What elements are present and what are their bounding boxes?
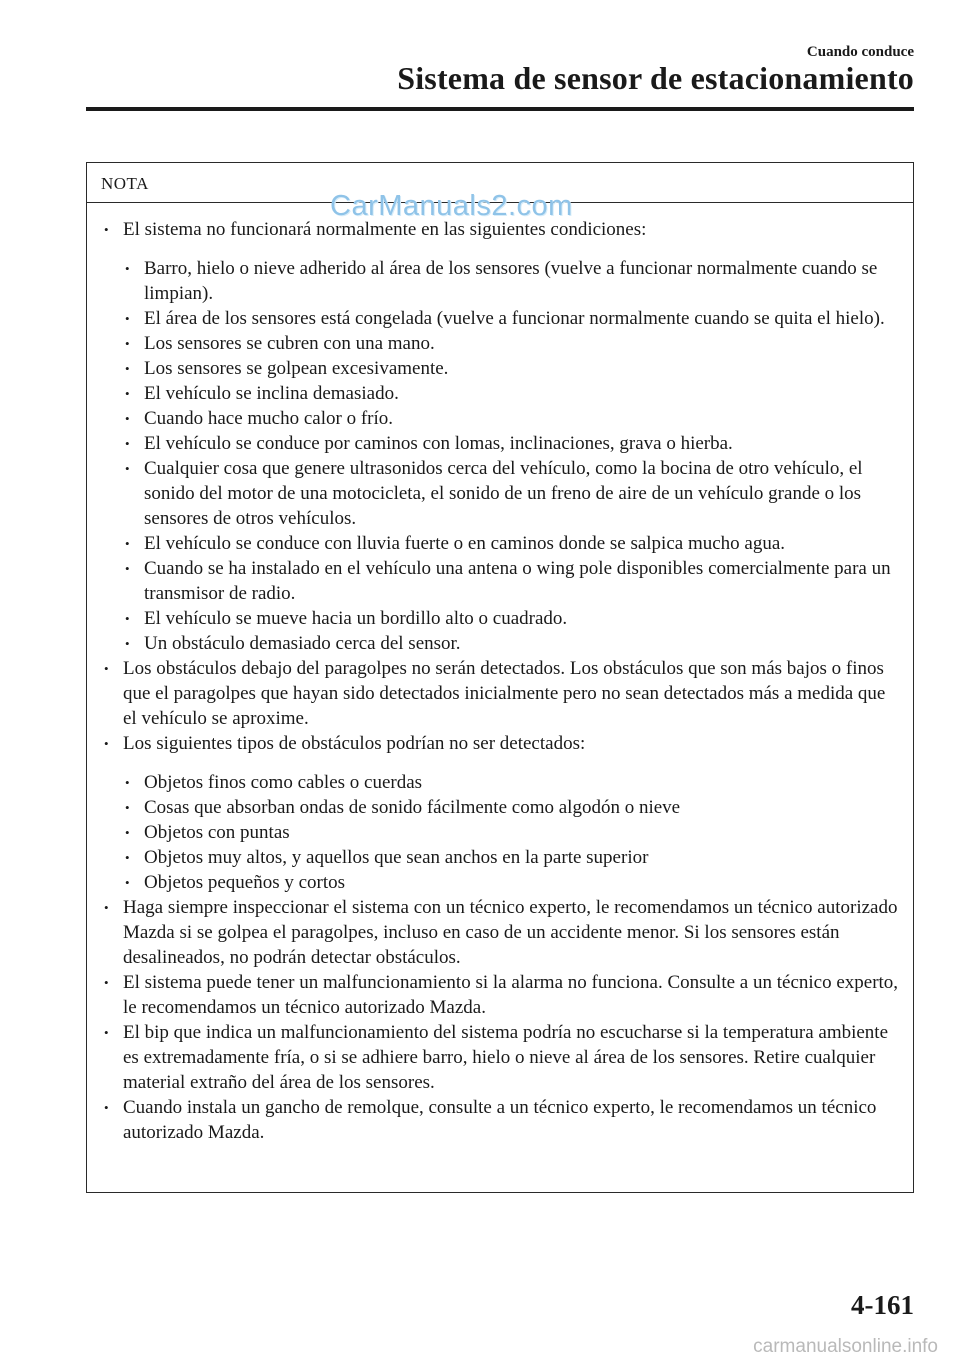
footer-site-link[interactable]: carmanualsonline.info xyxy=(753,1336,938,1357)
list-item: • Objetos finos como cables o cuerdas xyxy=(103,770,903,795)
list-item: • Cuando instala un gancho de remolque, consulte a un técnico experto, le recomendamos un técnico autorizado Mazda. xyxy=(103,1095,903,1145)
list-item: • El bip que indica un malfuncionamiento del sistema podría no escucharse si la temperatura ambiente es extremadamente fría, o si se adhiere barro, hielo o nieve al área de los sensores. Retire cualquier material extraño del área de los sensores. xyxy=(103,1020,903,1095)
list-item: • Los siguientes tipos de obstáculos podrían no ser detectados: xyxy=(103,731,903,756)
list-item: • Objetos pequeños y cortos xyxy=(103,870,903,895)
list-item: • El sistema no funcionará normalmente en las siguientes condiciones: xyxy=(103,217,903,242)
list-item: • Haga siempre inspeccionar el sistema con un técnico experto, le recomendamos un técnico autorizado Mazda si se golpea el paragolpes, incluso en caso de un accidente menor. Si los sensores están desalineados, no podrán detectar obstáculos. xyxy=(103,895,903,970)
list-item: • Objetos con puntas xyxy=(103,820,903,845)
list-item: • El vehículo se mueve hacia un bordillo alto o cuadrado. xyxy=(103,606,903,631)
header-section: Cuando conduce xyxy=(806,44,914,60)
list-item: • Cualquier cosa que genere ultrasonidos cerca del vehículo, como la bocina de otro vehículo, el sonido del motor de una motocicleta, el sonido de un freno de aire de un vehículo grande o los sensores de otros vehículos. xyxy=(103,456,903,531)
note-label: NOTA xyxy=(87,163,913,203)
list-item: • El vehículo se inclina demasiado. xyxy=(103,381,903,406)
note-box xyxy=(86,162,914,1193)
watermark: CarManuals2.com xyxy=(330,190,573,222)
list-item: • Un obstáculo demasiado cerca del sensor. xyxy=(103,631,903,656)
note-body xyxy=(87,203,913,1145)
list-item: • El vehículo se conduce por caminos con lomas, inclinaciones, grava o hierba. xyxy=(103,431,903,456)
list-item: • Los sensores se golpean excesivamente. xyxy=(103,356,903,381)
list-item: • El vehículo se conduce con lluvia fuerte o en caminos donde se salpica mucho agua. xyxy=(103,531,903,556)
list-item: • Barro, hielo o nieve adherido al área de los sensores (vuelve a funcionar normalmente cuando se limpian). xyxy=(103,256,903,306)
list-item: • Cuando se ha instalado en el vehículo una antena o wing pole disponibles comercialmente para un transmisor de radio. xyxy=(103,556,903,606)
list-item: • Cuando hace mucho calor o frío. xyxy=(103,406,903,431)
list-item: • Los obstáculos debajo del paragolpes no serán detectados. Los obstáculos que son más bajos o finos que el paragolpes que hayan sido detectados inicialmente pero no sean detectados más a medida que el vehículo se aproxime. xyxy=(103,656,903,731)
page-number: 4-161 xyxy=(851,1290,914,1320)
list-item: • El área de los sensores está congelada (vuelve a funcionar normalmente cuando se quita el hielo). xyxy=(103,306,903,331)
header-divider xyxy=(86,107,914,111)
list-item: • El sistema puede tener un malfuncionamiento si la alarma no funciona. Consulte a un técnico experto, le recomendamos un técnico autorizado Mazda. xyxy=(103,970,903,1020)
page-title: Sistema de sensor de estacionamiento xyxy=(397,60,914,96)
list-item: • Cosas que absorban ondas de sonido fácilmente como algodón o nieve xyxy=(103,795,903,820)
list-item: • Objetos muy altos, y aquellos que sean anchos en la parte superior xyxy=(103,845,903,870)
list-item: • Los sensores se cubren con una mano. xyxy=(103,331,903,356)
